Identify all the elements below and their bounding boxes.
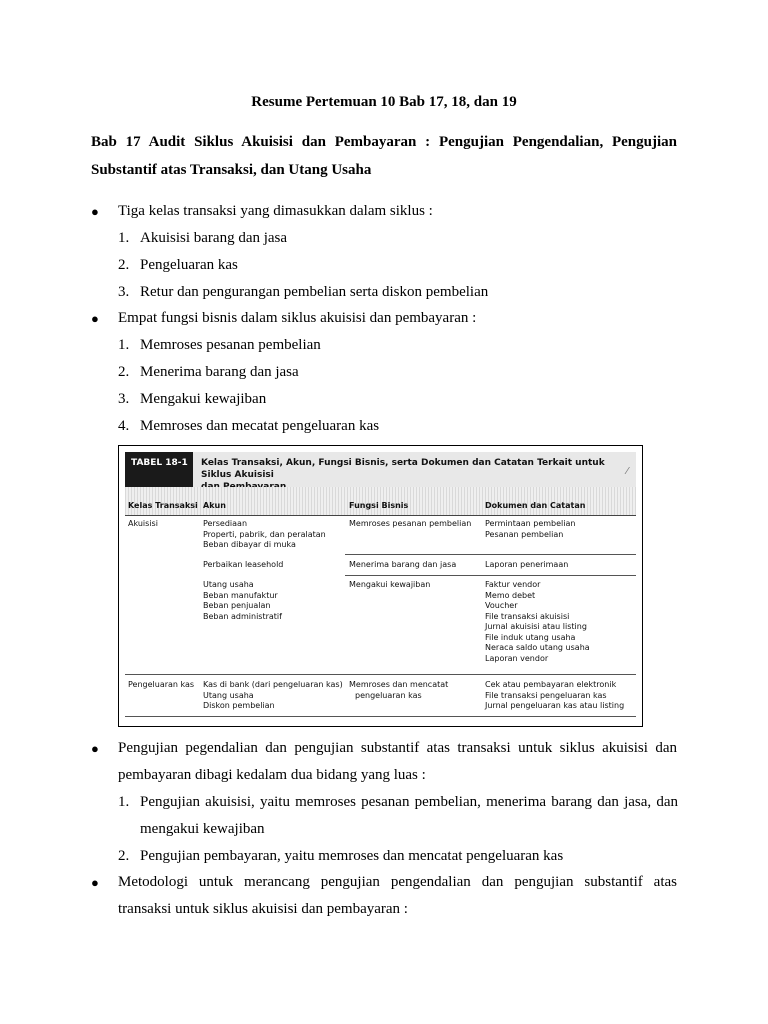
list-item bbox=[118, 386, 678, 413]
row-divider bbox=[345, 554, 636, 555]
bullet-icon: ● bbox=[91, 875, 99, 890]
table-cell: Memroses pesanan pembelian bbox=[349, 519, 472, 528]
column-header: Akun bbox=[203, 501, 226, 510]
table-cell: Kas di bank (dari pengeluaran kas) Utang usaha Diskon pembelian bbox=[203, 680, 343, 710]
list-item bbox=[118, 359, 678, 386]
bullet-text-line1: Pengujian pegendalian dan pengujian substantif atas transaksi untuk siklus akuisisi dan bbox=[118, 740, 677, 756]
bullet-text-line2: transaksi untuk siklus akuisisi dan pembayaran : bbox=[118, 901, 408, 917]
table-cell: Memroses dan mencatat pengeluaran kas bbox=[349, 680, 449, 700]
list-number: 4. bbox=[118, 418, 130, 434]
chapter-heading-line2: Substantif atas Transaksi, dan Utang Usaha bbox=[91, 162, 372, 178]
list-item bbox=[118, 843, 678, 870]
table-cell: Akuisisi bbox=[128, 519, 158, 528]
list-item bbox=[118, 332, 678, 359]
bullet-icon: ● bbox=[91, 741, 99, 756]
list-text: Retur dan pengurangan pembelian serta diskon pembelian bbox=[140, 284, 489, 300]
list-text: Pengeluaran kas bbox=[140, 257, 238, 273]
table-cell: Menerima barang dan jasa bbox=[349, 560, 457, 569]
table-cell: Perbaikan leasehold bbox=[203, 560, 284, 569]
list-item bbox=[118, 279, 678, 306]
row-divider bbox=[125, 716, 636, 717]
bullet-item bbox=[91, 869, 677, 923]
column-header: Dokumen dan Catatan bbox=[485, 501, 586, 510]
column-header: Fungsi Bisnis bbox=[349, 501, 409, 510]
transaction-table bbox=[125, 452, 636, 720]
list-text: Pengujian pembayaran, yaitu memroses dan mencatat pengeluaran kas bbox=[140, 848, 564, 864]
list-number: 1. bbox=[118, 794, 130, 810]
list-item bbox=[118, 225, 678, 252]
bullet-icon: ● bbox=[91, 311, 99, 326]
list-text: Mengakui kewajiban bbox=[140, 391, 267, 407]
list-number: 2. bbox=[118, 848, 130, 864]
list-item bbox=[118, 413, 678, 440]
row-divider bbox=[125, 674, 636, 675]
table-cell: Cek atau pembayaran elektronik File transaksi pengeluaran kas Jurnal pengeluaran kas atau listing bbox=[485, 680, 625, 710]
list-text: Memroses pesanan pembelian bbox=[140, 337, 321, 353]
list-number: 3. bbox=[118, 391, 130, 407]
table-cell: Permintaan pembelian Pesanan pembelian bbox=[485, 519, 576, 539]
bullet-text: Empat fungsi bisnis dalam siklus akuisisi dan pembayaran : bbox=[118, 310, 477, 326]
chapter-heading-line1: Bab 17 Audit Siklus Akuisisi dan Pembayaran : Pengujian Pengendalian, Pengujian bbox=[91, 134, 677, 150]
list-text: Memroses dan mecatat pengeluaran kas bbox=[140, 418, 380, 434]
table-cell: Pengeluaran kas bbox=[128, 680, 195, 689]
chapter-heading bbox=[91, 128, 677, 184]
list-number: 1. bbox=[118, 230, 130, 246]
table-caption-line1: Kelas Transaksi, Akun, Fungsi Bisnis, serta Dokumen dan Catatan Terkait untuk Siklus Akuisisi bbox=[201, 458, 605, 480]
page-title: Resume Pertemuan 10 Bab 17, 18, dan 19 bbox=[251, 94, 517, 110]
list-number: 2. bbox=[118, 257, 130, 273]
bullet-item bbox=[91, 305, 677, 332]
bullet-icon: ● bbox=[91, 204, 99, 219]
list-item bbox=[118, 252, 678, 279]
pencil-icon: ⁄ bbox=[626, 466, 628, 477]
table-label: TABEL 18-1 bbox=[125, 452, 193, 487]
table-cell: Laporan penerimaan bbox=[485, 560, 569, 569]
table-cell: Mengakui kewajiban bbox=[349, 580, 431, 589]
bullet-text-line1: Metodologi untuk merancang pengujian pengendalian dan pengujian substantif atas bbox=[118, 874, 677, 890]
column-header: Kelas Transaksi bbox=[128, 501, 198, 510]
bullet-item bbox=[91, 735, 677, 789]
list-text: Akuisisi barang dan jasa bbox=[140, 230, 288, 246]
list-number: 1. bbox=[118, 337, 130, 353]
table-cell: Faktur vendor Memo debet Voucher File transaksi akuisisi Jurnal akuisisi atau listing File induk utang usaha Neraca saldo utang usaha Laporan vendor bbox=[485, 580, 590, 663]
bullet-item bbox=[91, 198, 677, 225]
list-text-line1: Pengujian akuisisi, yaitu memroses pesanan pembelian, menerima barang dan jasa, dan bbox=[140, 794, 678, 810]
table-figure bbox=[118, 445, 643, 727]
table-header bbox=[125, 452, 636, 488]
bullet-text-line2: pembayaran dibagi kedalam dua bidang yang luas : bbox=[118, 767, 426, 783]
list-number: 2. bbox=[118, 364, 130, 380]
column-headers bbox=[125, 487, 636, 516]
table-cell: Utang usaha Beban manufaktur Beban penjualan Beban administratif bbox=[203, 580, 282, 621]
list-text-line2: mengakui kewajiban bbox=[140, 821, 265, 837]
list-text: Menerima barang dan jasa bbox=[140, 364, 299, 380]
list-item bbox=[118, 789, 678, 843]
list-number: 3. bbox=[118, 284, 130, 300]
table-cell: Persediaan Properti, pabrik, dan peralatan Beban dibayar di muka bbox=[203, 519, 326, 549]
row-divider bbox=[345, 575, 636, 576]
bullet-text: Tiga kelas transaksi yang dimasukkan dalam siklus : bbox=[118, 203, 433, 219]
